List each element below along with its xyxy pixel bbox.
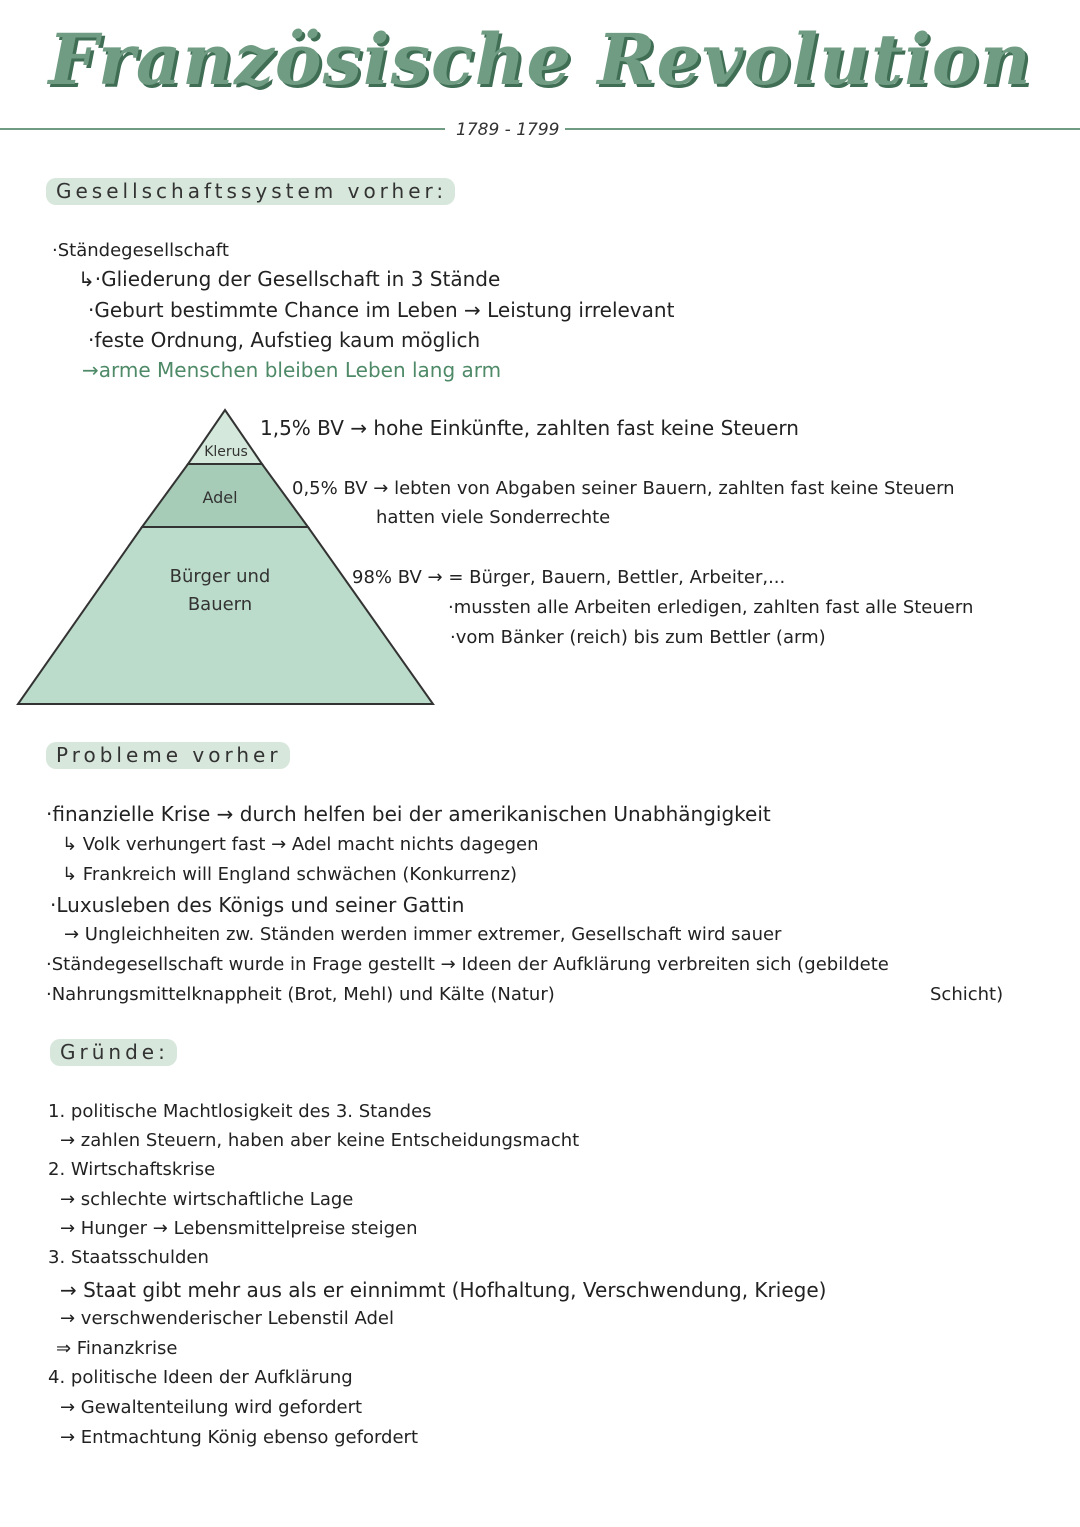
- text-line: → Staat gibt mehr aus als er einnimmt (Hofhaltung, Verschwendung, Kriege): [60, 1278, 827, 1302]
- text-line: ·feste Ordnung, Aufstieg kaum möglich: [88, 328, 481, 352]
- text-line: ↳ Volk verhungert fast → Adel macht nichts dagegen: [62, 834, 539, 855]
- text-line: ⇒ Finanzkrise: [56, 1338, 178, 1359]
- text-line: → Hunger → Lebensmittelpreise steigen: [60, 1218, 418, 1239]
- text-line-highlight: →arme Menschen bleiben Leben lang arm: [82, 358, 502, 382]
- pyramid-note-adel: 0,5% BV → lebten von Abgaben seiner Bauern, zahlten fast keine Steuern: [292, 478, 955, 499]
- text-line: → Gewaltenteilung wird gefordert: [60, 1397, 363, 1418]
- text-line: ·Ständegesellschaft wurde in Frage gestellt → Ideen der Aufklärung verbreiten sich (gebildete: [46, 954, 889, 975]
- text-line: ·finanzielle Krise → durch helfen bei der amerikanischen Unabhängigkeit: [46, 802, 771, 826]
- page-title: Französische Revolution: [48, 18, 1032, 101]
- pyramid-note-bauern-2: ·mussten alle Arbeiten erledigen, zahlten fast alle Steuern: [448, 597, 974, 618]
- text-line: → verschwenderischer Lebenstil Adel: [60, 1308, 394, 1329]
- pyramid-note-klerus: 1,5% BV → hohe Einkünfte, zahlten fast keine Steuern: [260, 416, 799, 440]
- date-range: 1789 - 1799: [450, 120, 565, 140]
- text-line: 4. politische Ideen der Aufklärung: [48, 1367, 353, 1388]
- text-line: → schlechte wirtschaftliche Lage: [60, 1189, 354, 1210]
- text-line: ·Luxusleben des Königs und seiner Gattin: [50, 893, 465, 917]
- text-line: ·Nahrungsmittelknappheit (Brot, Mehl) und Kälte (Natur): [46, 984, 555, 1005]
- pyramid-note-bauern: 98% BV → = Bürger, Bauern, Bettler, Arbeiter,...: [352, 567, 786, 588]
- text-line: ·Geburt bestimmte Chance im Leben → Leistung irrelevant: [88, 298, 675, 322]
- pyramid-label-klerus: Klerus: [204, 444, 248, 460]
- text-line: → Ungleichheiten zw. Ständen werden immer extremer, Gesellschaft wird sauer: [64, 924, 782, 945]
- pyramid-label-adel: Adel: [202, 488, 238, 507]
- text-line: → zahlen Steuern, haben aber keine Entscheidungsmacht: [60, 1130, 580, 1151]
- section-heading-gesellschaftssystem: Gesellschaftssystem vorher:: [46, 178, 455, 205]
- pyramid-note-bauern-3: ·vom Bänker (reich) bis zum Bettler (arm): [450, 627, 826, 648]
- text-line: ↳ Frankreich will England schwächen (Konkurrenz): [62, 864, 518, 885]
- text-line: ↳·Gliederung der Gesellschaft in 3 Stände: [78, 267, 501, 291]
- pyramid-note-adel-2: hatten viele Sonderrechte: [376, 507, 611, 528]
- pyramid-label-buerger-line1: Bürger und: [169, 566, 271, 587]
- text-line: 2. Wirtschaftskrise: [48, 1159, 216, 1180]
- text-line: Schicht): [930, 984, 1004, 1005]
- text-line: 1. politische Machtlosigkeit des 3. Standes: [48, 1101, 432, 1122]
- text-line: 3. Staatsschulden: [48, 1247, 209, 1268]
- text-line: ·Ständegesellschaft: [52, 240, 229, 261]
- pyramid-tier-bauern: [18, 527, 433, 704]
- text-line: → Entmachtung König ebenso gefordert: [60, 1427, 418, 1448]
- pyramid-label-buerger-line2: Bauern: [187, 594, 253, 615]
- section-heading-probleme: Probleme vorher: [46, 742, 290, 769]
- section-heading-gruende: Gründe:: [50, 1039, 177, 1066]
